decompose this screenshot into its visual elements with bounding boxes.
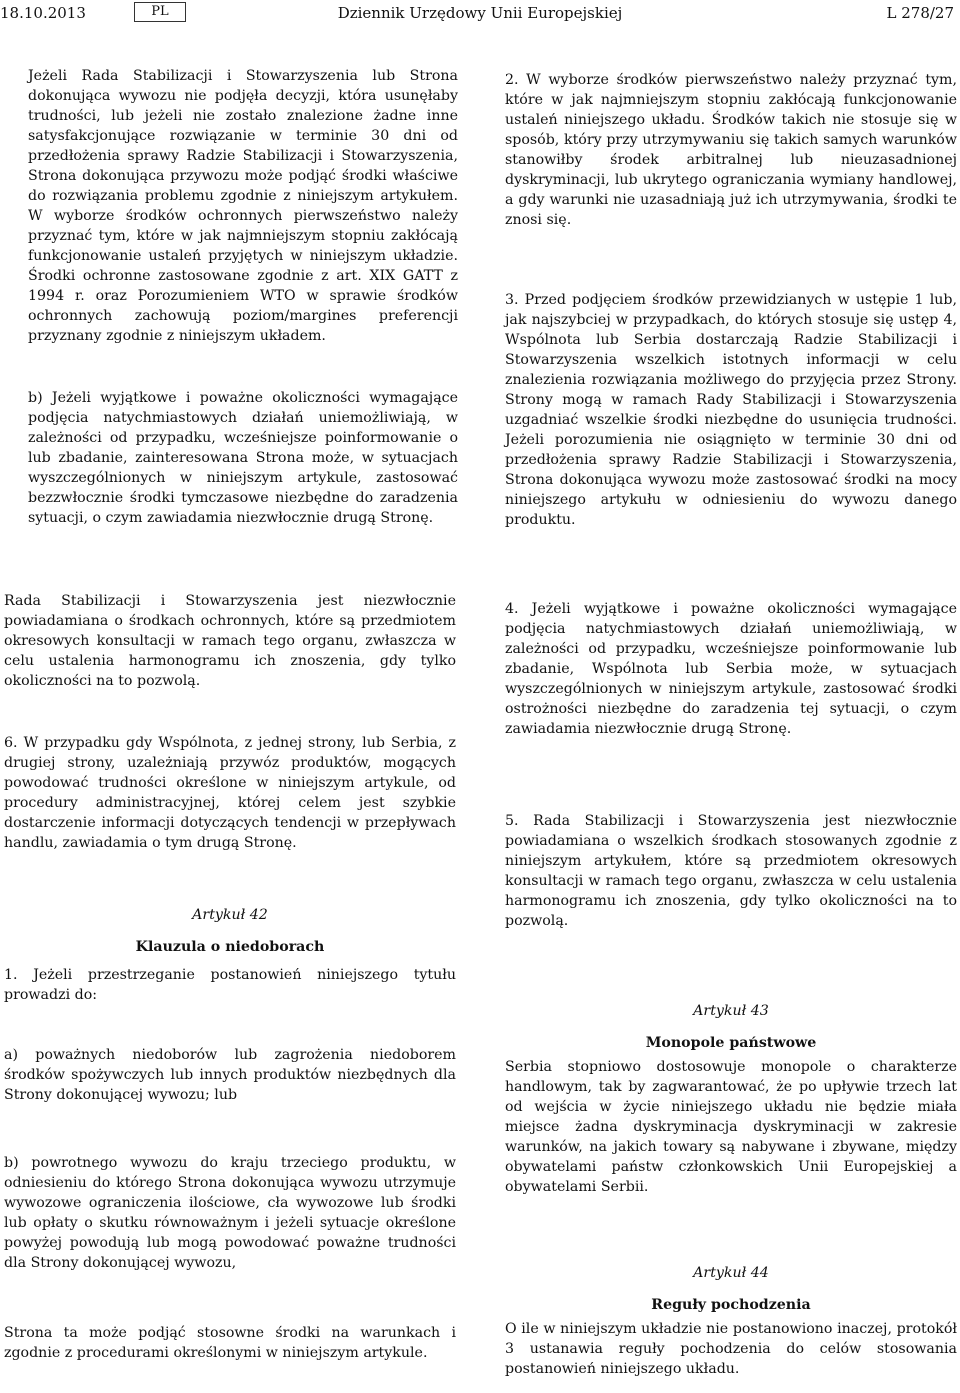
top-right-column — [505, 70, 957, 530]
publication-date: 18.10.2013 — [0, 4, 86, 22]
bottom-left-column — [4, 591, 456, 1363]
article-number: Artykuł 42 — [192, 907, 268, 923]
paragraph: Jeżeli Rada Stabilizacji i Stowarzyszenia lub Strona dokonująca wywozu nie podjęła decyzji, która usunęłaby trudności, lub jeżeli nie zostało znalezione żadne inne satysfakcjonujące rozwiązanie w terminie 30 dni od przedłożenia sprawy Radzie Stabilizacji i Stowarzyszenia, Strona dokonująca przywozu może podjąć środki właściwe do rozwiązania problemu zgodnie z niniejszym artykułem. W wyborze środków ochronnych pierwszeństwo należy przyznać tym, które w jak najmniejszym stopniu zakłócają funkcjonowanie ustaleń przyjętych w niniejszym układzie. Środki ochronne zastosowane zgodnie z art. XIX GATT z 1994 r. oraz Porozumieniem WTO w sprawie środków ochronnych zachowują poziom/margines preferencji przyznany zgodnie z niniejszym układem. — [28, 68, 458, 344]
paragraph: 1. Jeżeli przestrzeganie postanowień niniejszego tytułu prowadzi do: — [4, 967, 456, 1003]
article-title: Reguły pochodzenia — [651, 1297, 811, 1313]
page-number: L 278/27 — [886, 4, 954, 22]
language-badge: PL — [134, 2, 186, 22]
paragraph: Rada Stabilizacji i Stowarzyszenia jest niezwłocznie powiadamiana o środkach ochronnych, które są przedmiotem okresowych konsultacji w ramach tego organu, zwłaszcza w celu ustalenia harmonogramu ich znoszenia, gdy tylko okoliczności na to pozwolą. — [4, 593, 456, 689]
paragraph: Serbia stopniowo dostosowuje monopole o charakterze handlowym, tak by zagwarantować, że po upływie trzech lat od wejścia w życie niniejszego układu nie będzie miała miejsce żadna dyskryminacja dyskryminacji w zakresie warunków, na jakich towary są nabywane i zbywane, między obywatelami państw członkowskich Unii Europejskiej a obywatelami Serbii. — [505, 1059, 957, 1195]
paragraph: 2. W wyborze środków pierwszeństwo należy przyznać tym, które w jak najmniejszym stopniu zakłócają funkcjonowanie ustaleń niniejszego układu. Środków takich nie stosuje się w sposób, który przy utrzymywaniu się takich samych warunków stanowiłby środek arbitralnej lub nieuzasadnionej dyskryminacji, lub ukrytego ograniczania wymiany handlowej, a gdy warunki nie uzasadniają już ich utrzymywania, środki te znosi się. — [505, 72, 957, 228]
paragraph: b) Jeżeli wyjątkowe i poważne okoliczności wymagające podjęcia natychmiastowych działań uniemożliwiają, w zależności od przypadku, wcześniejsze poinformowanie o lub zbadanie, zainteresowana Strona może, w sytuacjach wyszczególnionych w niniejszym artykule, zastosować bezzwłocznie środki tymczasowe niezbędne do zaradzenia sytuacji, o czym zawiadamia niezwłocznie drugą Stronę. — [28, 390, 458, 526]
top-left-column — [28, 66, 458, 528]
journal-title: Dziennik Urzędowy Unii Europejskiej — [337, 4, 623, 22]
paragraph: a) poważnych niedoborów lub zagrożenia niedoborem środków spożywczych lub innych produktów niezbędnych dla Strony dokonującej wywozu; lub — [4, 1047, 456, 1103]
article-number: Artykuł 43 — [693, 1003, 769, 1019]
paragraph: Strona ta może podjąć stosowne środki na warunkach i zgodnie z procedurami określonymi w niniejszym artykule. — [4, 1325, 456, 1361]
paragraph: 6. W przypadku gdy Wspólnota, z jednej strony, lub Serbia, z drugiej strony, uzależniają przywóz produktów, mogących powodować trudności określone w niniejszym artykule, od procedury administracyjnej, której celem jest szybkie dostarczenie informacji dotyczących tendencji w przepływach handlu, zawiadamia o tym drugą Stronę. — [4, 735, 456, 851]
article-title: Monopole państwowe — [645, 1035, 817, 1051]
bottom-right-column — [505, 599, 957, 1379]
paragraph: 5. Rada Stabilizacji i Stowarzyszenia jest niezwłocznie powiadamiana o wszelkich środkach stosowanych zgodnie z niniejszym artykułem, które są przedmiotem okresowych konsultacji w ramach tego organu, zwłaszcza w celu ustalenia harmonogramu ich znoszenia, gdy tylko okoliczności na to pozwolą. — [505, 813, 957, 929]
paragraph: 3. Przed podjęciem środków przewidzianych w ustępie 1 lub, jak najszybciej w przypadkach, do których stosuje się ustęp 4, Wspólnota lub Serbia dostarczają Radzie Stabilizacji i Stowarzyszenia wszelkich istotnych informacji w celu znalezienia rozwiązania możliwego do przyjęcia przez Strony. Strony mogą w ramach Rady Stabilizacji i Stowarzyszenia uzgadniać wszelkie środki niezbędne do usunięcia trudności. Jeżeli porozumienia nie osiągnięto w terminie 30 dni od przedłożenia sprawy Radzie Stabilizacji i Stowarzyszenia, Strona dokonująca wywozu może zastosować środki na mocy niniejszego artykułu w odniesieniu do wywozu danego produktu. — [505, 292, 957, 528]
page-header — [0, 4, 960, 26]
paragraph: b) powrotnego wywozu do kraju trzeciego produktu, w odniesieniu do którego Strona dokonująca wywozu utrzymuje wywozowe ograniczenia ilościowe, cła wywozowe lub środki lub opłaty o skutku równoważnym i jeżeli sytuacje określone powyżej powodują lub mogą powodować poważne trudności dla Strony dokonującej wywozu, — [4, 1155, 456, 1271]
paragraph: O ile w niniejszym układzie nie postanowiono inaczej, protokół 3 ustanawia reguły pochodzenia do celów stosowania postanowień niniejszego układu. — [505, 1321, 957, 1377]
paragraph: 4. Jeżeli wyjątkowe i poważne okoliczności wymagające podjęcia natychmiastowych działań uniemożliwiają, w zależności od przypadku, wcześniejsze poinformowanie lub zbadanie, Wspólnota lub Serbia może, w sytuacjach wyszczególnionych w niniejszym artykule, zastosować środki ostrożności niezbędne do zaradzenia tej sytuacji, o czym zawiadamia niezwłocznie drugą Stronę. — [505, 601, 957, 737]
article-number: Artykuł 44 — [693, 1265, 769, 1281]
article-title: Klauzula o niedoborach — [135, 939, 325, 955]
